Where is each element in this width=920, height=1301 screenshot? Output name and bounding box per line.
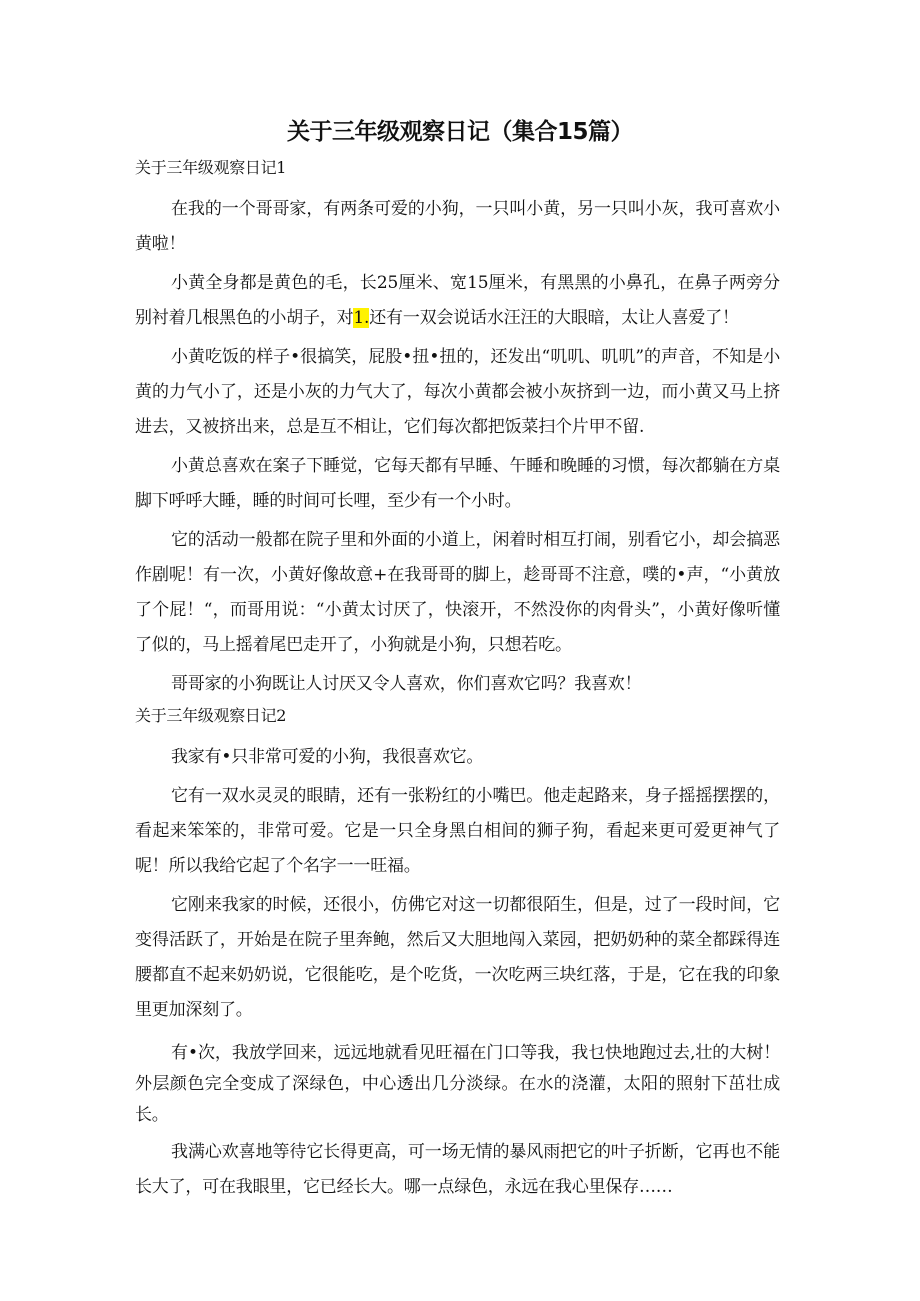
document-title: 关于三年级观察日记（集合15篇） [286, 119, 633, 145]
document-body [135, 158, 780, 1209]
paragraph: 它的活动一般都在院子里和外面的小道上，闲着时相互打闹，别看它小，却会搞恶作剧呢！有一次，小黄好像故意+在我哥哥的脚上，趁哥哥不注意，噗的•声，“小黄放了个屁！“，而哥用说：“小黄太讨厌了，快滚开，不然没你的肉骨头”，小黄好像听懂了似的，马上摇着尾巴走开了，小狗就是小狗，只想若吃。 [135, 530, 780, 655]
paragraph: 我满心欢喜地等待它长得更高，可一场无情的暴风雨把它的叶子折断，它再也不能长大了，可在我眼里，它已经长大。哪一点绿色，永远在我心里保存…… [135, 1142, 780, 1197]
section-heading-1: 关于三年级观察日记1 [135, 158, 287, 177]
paragraph: 它有一双水灵灵的眼睛，还有一张粉红的小嘴巴。他走起路来，身子摇摇摆摆的，看起来笨笨的，非常可爱。它是一只全身黑白相间的狮子狗，看起来更可爱更神气了呢！所以我给它起了个名字一一旺福。 [135, 786, 780, 876]
highlighted-text: 1. [353, 308, 370, 328]
paragraph: 小黄吃饭的样子•很搞笑，屁股•扭•扭的，还发出“叽叽、叽叽”的声音，不知是小黄的力气小了，还是小灰的力气大了，每次小黄都会被小灰挤到一边，而小黄又马上挤进去，又被挤出来，总是互不相让，它们每次都把饭菜扫个片甲不留. [135, 347, 780, 437]
paragraph: 我家有•只非常可爱的小狗，我很喜欢它。 [171, 747, 484, 767]
paragraph-text: 还有一双会说话水汪汪的大眼暗，太让人喜爱了！ [369, 308, 739, 328]
paragraph: 它刚来我家的时候，还很小，仿佛它对这一切都很陌生，但是，过了一段时间，它变得活跃了，开始是在院子里奔鲍，然后又大胆地闯入菜园，把奶奶种的菜全都踩得连腰都直不起来奶奶说，它很能吃，是个吃货，一次吃两三块红落，于是，它在我的印象里更加深刻了。 [135, 895, 780, 1020]
paragraph-text: 小黄全身都是黄色的毛，长25厘米、宽15厘米，有黑黑的小鼻孔，在鼻子两旁分别衬着几根黑色的小胡子，对 [135, 273, 780, 328]
paragraph-with-highlight [135, 266, 780, 336]
paragraph: 在我的一个哥哥家，有两条可爱的小狗，一只叫小黄，另一只叫小灰，我可喜欢小黄啦！ [135, 199, 780, 254]
section-heading-2: 关于三年级观察日记2 [135, 706, 287, 725]
paragraph: 小黄总喜欢在案子下睡觉，它每天都有早睡、午睡和晚睡的习惯，每次都躺在方桌脚下呼呼大睡，睡的时间可长哩，至少有一个小时。 [135, 456, 780, 511]
paragraph: 有•次，我放学回来，远远地就看见旺福在门口等我，我乜快地跑过去,壮的大树！外层颜色完全变成了深绿色，中心透出几分淡绿。在水的浇灌，太阳的照射下茁壮成长。 [135, 1043, 780, 1125]
paragraph: 哥哥家的小狗既让人讨厌又令人喜欢，你们喜欢它吗？我喜欢！ [171, 674, 642, 694]
